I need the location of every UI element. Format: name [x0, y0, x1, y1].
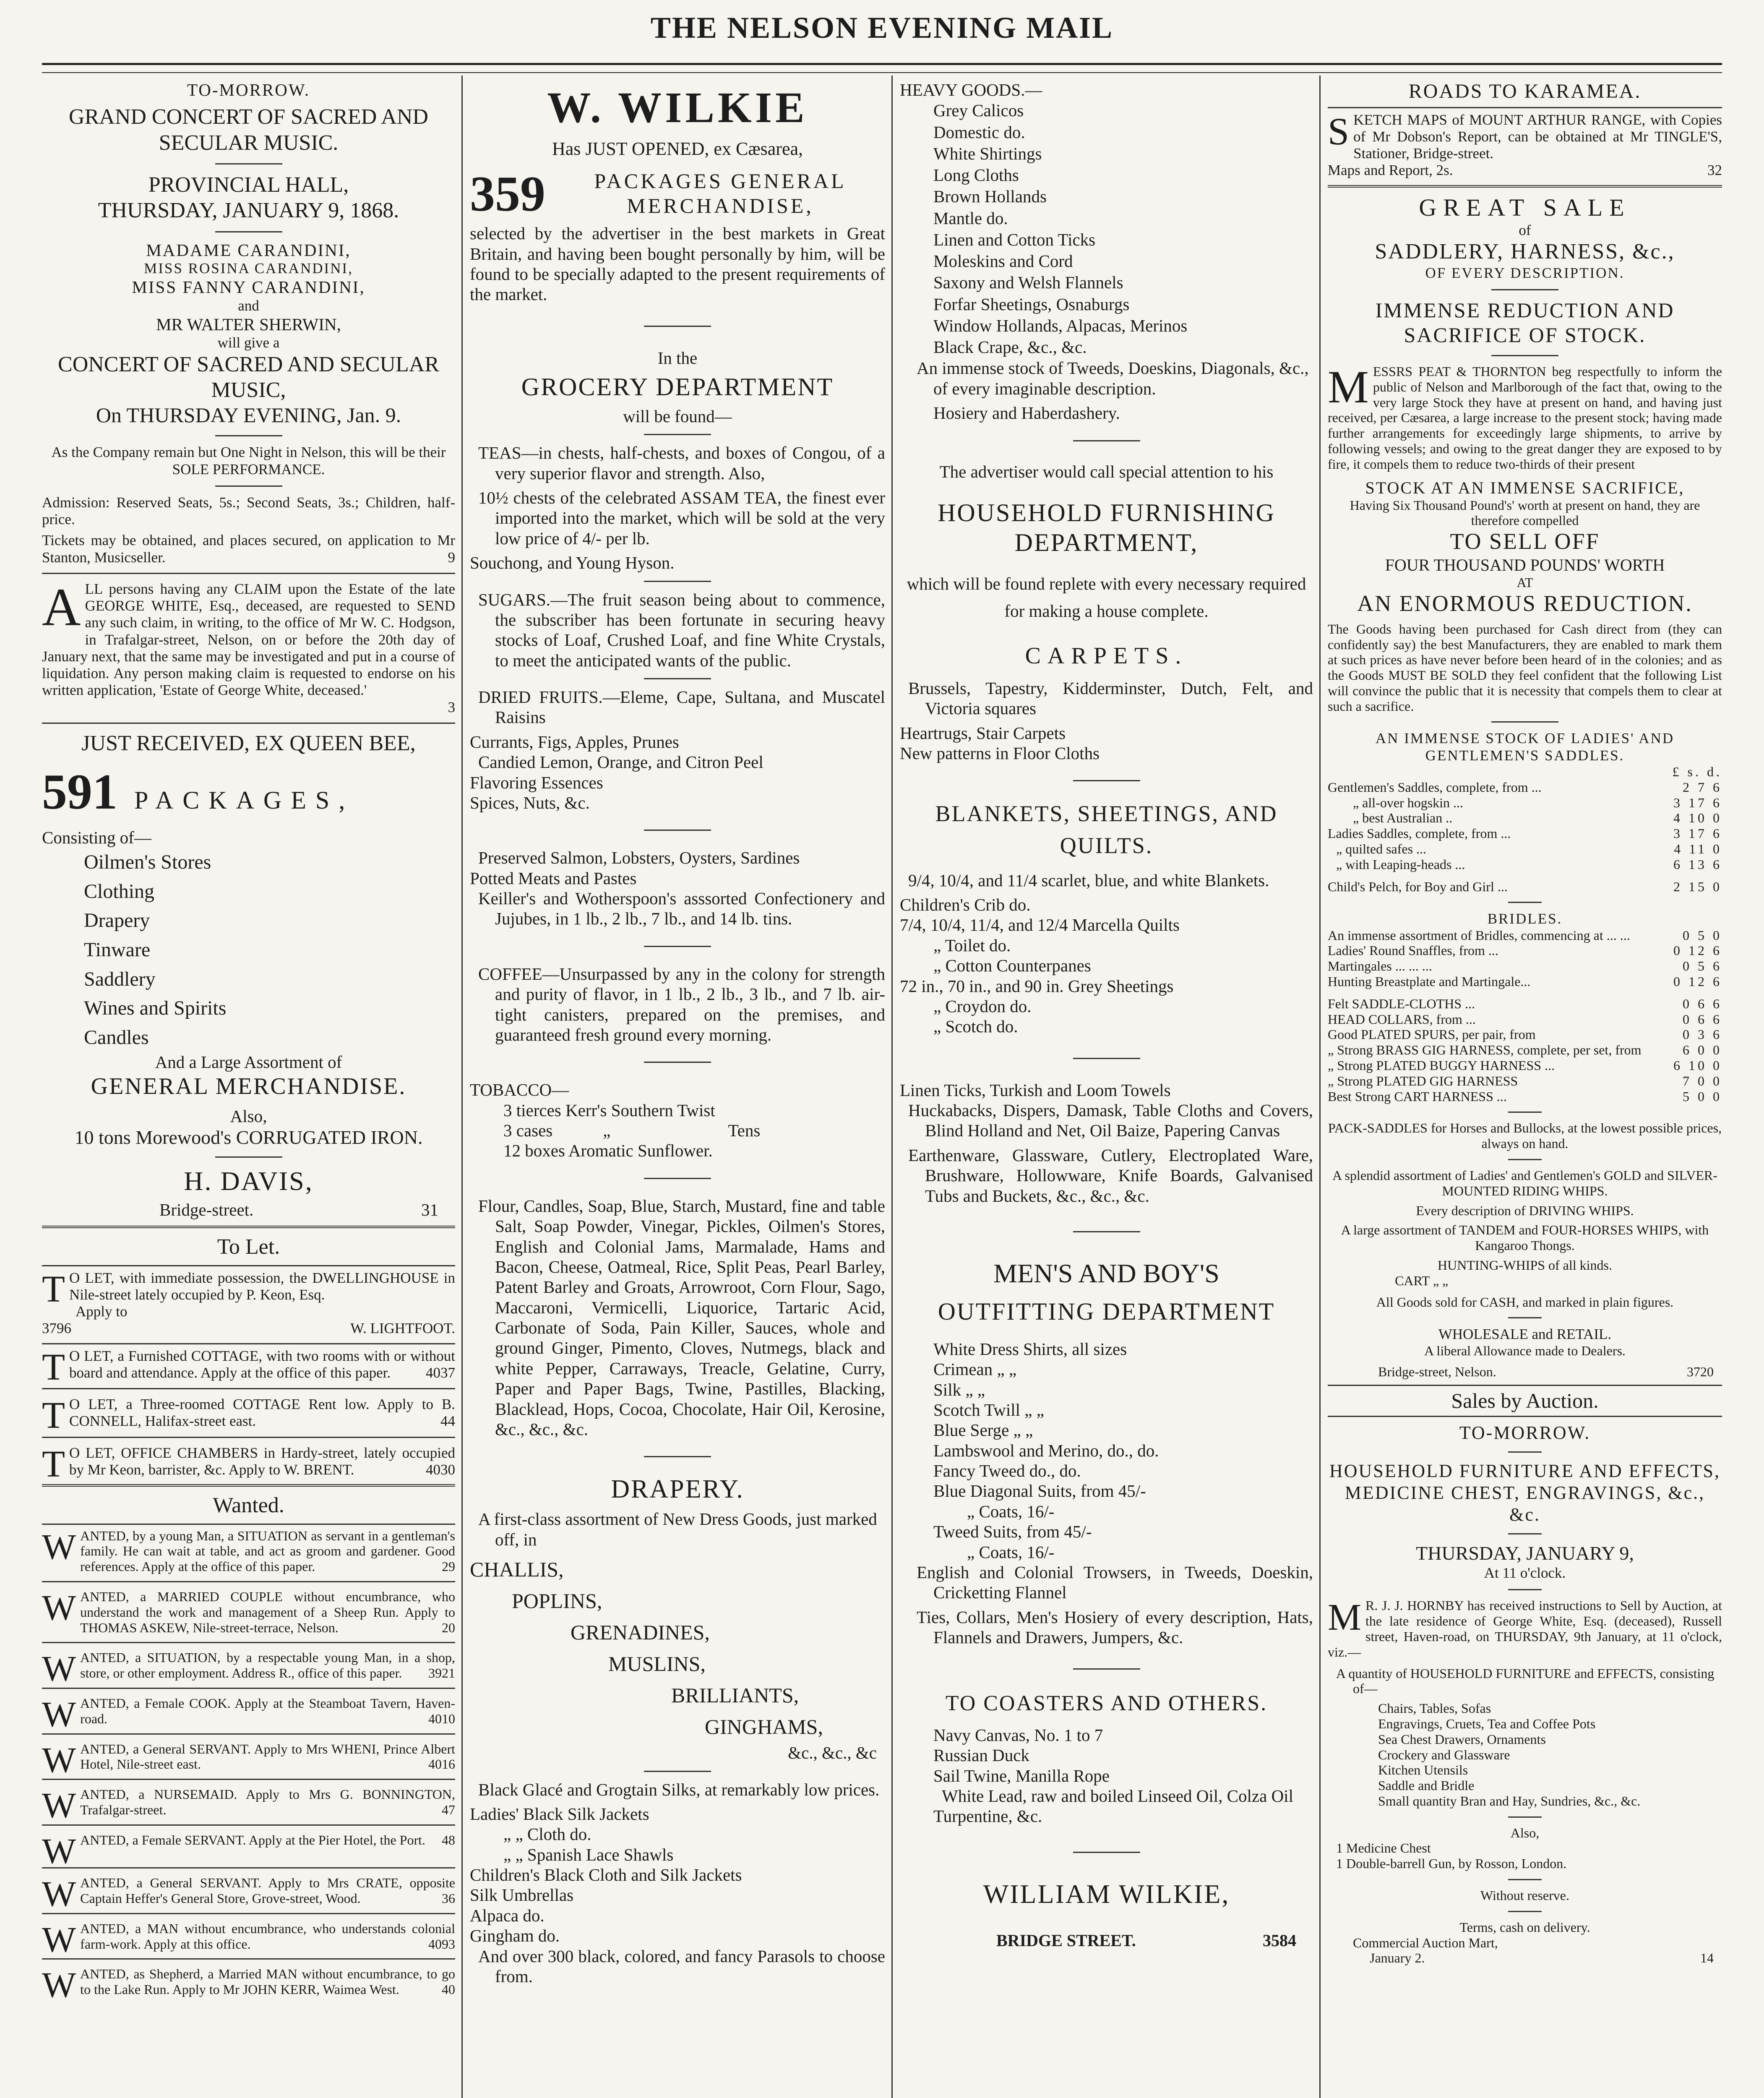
- hunting-whips: HUNTING-WHIPS of all kinds.: [1438, 1257, 1612, 1273]
- bridles-list: An immense assortment of Bridles, commencing at ... ... 0 5 0 Ladies' Round Snaffles, from ... 0 12 6 Martingales ... ... ... 0 5 6 Hunting Breastplate and Martingale... 0 12 6 Felt SADDLE-CLOTHS ... 0 6 6 HEAD COLLARS, from ... 0 6 6 Good PLATED SPURS, per pair, from 0 3 6 „ Strong BRASS GIG HARNESS, complete, per set, from 6 0 0 „ Strong PLATED BUGGY HARNESS ... 6 10 0 „ Strong PLATED GIG HARNESS 7 0 0 Best Strong CART HARNESS ... 5 0 0: [1328, 927, 1722, 1104]
- carpets-item: Heartrugs, Stair Carpets: [900, 723, 1066, 743]
- having: Having Six Thousand Pound's' worth at present on hand, they are therefore compelled: [1350, 497, 1700, 528]
- claims-notice: ALL persons having any CLAIM upon the Estate of the late GEORGE WHITE, Esq., deceased, are requested to SEND any such claim, in writing, to the office of Mr W. C. Hodgson, in Trafalgar-street, Nelson, on or before the 20th day of January next, that the same may be investigated and put in a course of liquidation. Any person making claim is requested to endorse on his written application, 'Estate of George White, deceased.' 3: [42, 577, 455, 715]
- tweeds: An immense stock of Tweeds, Doeskins, Diagonals, &c., of every imaginable description.: [917, 358, 1309, 398]
- masthead-rule-thin: [42, 72, 1722, 73]
- keiller: Keiller's and Wotherspoon's asssorted Confectionery and Jujubes, in 1 lb., 2 lb., 7 lb., and 14 lb. tins.: [478, 889, 885, 929]
- wilkie-opened: Has JUST OPENED, ex Cæsarea,: [552, 138, 803, 159]
- column-2: [470, 80, 885, 2098]
- performer: MISS ROSINA CARANDINI,: [144, 260, 353, 277]
- hornby-notice: M R. J. J. HORNBY has received instructions to Sell by Auction, at the late residence of George White, Esq. (deceased), Russell street, Haven-road, on THURSDAY, 9th January, at 11 o'clock, viz.—: [1328, 1597, 1722, 1660]
- column-3: [900, 80, 1313, 2098]
- concert-note: As the Company remain but One Night in Nelson, this will be their SOLE PERFORMANCE.: [51, 444, 446, 478]
- willbe: will be found—: [623, 406, 732, 426]
- davis-packages: 591 PACKAGES,: [42, 764, 354, 820]
- wholesale: WHOLESALE and RETAIL.: [1438, 1326, 1612, 1343]
- blankets-head: BLANKETS, SHEETINGS, AND QUILTS.: [935, 801, 1278, 859]
- roads-head: ROADS TO KARAMEA.: [1408, 80, 1642, 102]
- concert-date: THURSDAY, JANUARY 9, 1868.: [98, 198, 399, 223]
- enormous: AN ENORMOUS REDUCTION.: [1357, 590, 1693, 616]
- coffee: COFFEE—Unsurpassed by any in the colony for strength and purity of flavor, in 1 lb., 2 lb., 3 lb., and 7 lb. air-tight canisters, prepared on the premises, and guaranteed fresh ground every morning.: [478, 964, 885, 1044]
- blanket-item: „ Toilet do.: [933, 935, 1011, 955]
- wanted-ad: WANTED, by a young Man, a SITUATION as servant in a gentleman's family. He can wait at table, and act as groom and gardener. Good references. Apply at the office of this paper. 29: [42, 1526, 455, 1574]
- drapery-item: Alpaca do.: [470, 1905, 545, 1925]
- to-sell-off: TO SELL OFF: [1450, 529, 1600, 554]
- teas: TEAS—in chests, half-chests, and boxes of Congou, of a very superior flavor and strength. Also,: [478, 443, 885, 483]
- flour-list: Flour, Candles, Soap, Blue, Starch, Mustard, fine and table Salt, Soap Powder, Vinegar, Pickles, Oilmen's Stores, English and Colonial Jams, Marmalade, Hams and Bacon, Cheese, Oatmeal, Rice, Split Peas, Pearl Barley, Patent Barley and Groats, Arrowroot, Corn Flour, Sago, Maccaroni, Vermicelli, Liquorice, Tartaric Acid, Carbonate of Soda, Pain Killer, Sauces, whole and ground Ginger, Pimento, Cloves, Nutmegs, black and white Pepper, Carraways, Treacle, Gelatine, Curry, Paper and Paper Bags, Twine, Pastilles, Blacking, Blacklead, Hops, Cocoa, Chocolate, Hair Oil, Kerosine, &c., &c., &c.: [478, 1196, 885, 1439]
- auction-time: At 11 o'clock.: [1484, 1565, 1566, 1581]
- fabrics-etc: &c., &c., &c: [788, 1743, 877, 1763]
- auction-also: Also,: [1510, 1825, 1540, 1840]
- lsd-header: £ s. d.: [1672, 764, 1722, 779]
- drapery-item: Silk Umbrellas: [470, 1885, 574, 1905]
- wanted-head: Wanted.: [213, 1493, 284, 1518]
- concert-heading: CONCERT OF SACRED AND SECULAR MUSIC,: [58, 352, 439, 402]
- tolet-ad: T O LET, a Furnished COTTAGE, with two rooms with or without board and attendance. Apply at the office of this paper. 4037: [42, 1346, 455, 1388]
- linen: Linen Ticks, Turkish and Loom Towels: [900, 1080, 1171, 1100]
- medicine-chest: 1 Medicine Chest: [1336, 1840, 1431, 1856]
- davis-consisting: Consisting of—: [42, 827, 151, 847]
- auction-household: HOUSEHOLD FURNITURE AND EFFECTS, MEDICINE CHEST, ENGRAVINGS, &c., &c.: [1329, 1461, 1721, 1525]
- blanket-item: Children's Crib do.: [900, 895, 1031, 915]
- sacrifice: STOCK AT AN IMMENSE SACRIFICE,: [1365, 478, 1685, 497]
- peat-thornton: MESSRS PEAT & THORNTON beg respectfully to inform the public of Nelson and Marlborough of the fact that, owing to the very large Stock they have at present on hand, and having just received, per Cæsarea, a large increase to the present stock; having made further arrangements for exceedingly large shipments, to arrive by following vessels; and owing to the great danger they are exposed to by fire, it compels them to reduce two-thirds of their present: [1328, 361, 1722, 472]
- column-divider: [891, 76, 893, 2098]
- davis-general: GENERAL MERCHANDISE.: [91, 1073, 406, 1099]
- hosiery: Hosiery and Haberdashery.: [933, 403, 1120, 423]
- column-divider: [1319, 76, 1321, 2098]
- drapery-item: Ladies' Black Silk Jackets: [470, 1804, 649, 1824]
- saddles-list: Gentlemen's Saddles, complete, from ... 2 7 6 „ all-over hogskin ... 3 17 6 „ best Australian .. 4 10 0 Ladies Saddles, complete, from ... 3 17 6 „ quilted safes ... 4 11 0 „ with Leaping-heads ... 6 13 6 Child's Pelch, for Boy and Girl ... 2 15 0: [1328, 779, 1722, 894]
- wanted-ad: WANTED, a MAN without encumbrance, who understands colonial farm-work. Apply at this office. 4093: [42, 1919, 455, 1960]
- cart-whips: CART „ „: [1395, 1273, 1449, 1288]
- every-description: OF EVERY DESCRIPTION.: [1425, 264, 1625, 281]
- blanket-item: 9/4, 10/4, and 11/4 scarlet, blue, and white Blankets.: [908, 870, 1269, 890]
- concert-venue: PROVINCIAL HALL,: [148, 173, 349, 197]
- tobacco-item: 3 cases „ Tens: [503, 1121, 761, 1140]
- carpets-item: New patterns in Floor Cloths: [900, 744, 1100, 763]
- huck: Huckabacks, Dispers, Damask, Table Cloths and Covers, Blind Holland and Net, Oil Baize, Papering Canvas: [908, 1101, 1313, 1140]
- fabrics: CHALLIS, POPLINS, GRENADINES, MUSLINS, BRILLIANTS, GINGHAMS,: [470, 1558, 823, 1739]
- carpets-text: Brussels, Tapestry, Kidderminster, Dutch, Felt, and Victoria squares: [908, 678, 1313, 718]
- auction-tomorrow: TO-MORROW.: [1459, 1422, 1591, 1443]
- saddles-head: AN IMMENSE STOCK OF LADIES' AND GENTLEMEN'S SADDLES.: [1375, 730, 1675, 764]
- attention: The advertiser would call special attention to his: [939, 462, 1274, 481]
- tobacco-item: 3 tierces Kerr's Southern Twist: [503, 1100, 715, 1120]
- blanket-item: „ Scotch do.: [933, 1017, 1018, 1036]
- wanted-ad: WANTED, as Shepherd, a Married MAN without encumbrance, to go to the Lake Run. Apply to Mr JOHN KERR, Waimea West. 40: [42, 1965, 455, 2005]
- blanket-item: „ Croydon do.: [933, 996, 1032, 1016]
- replete: which will be found replete with every necessary required for making a house complete.: [907, 574, 1306, 621]
- davis-name: H. DAVIS,: [184, 1166, 313, 1196]
- concert-tomorrow: TO-MORROW.: [187, 80, 310, 99]
- blanket-item: 7/4, 10/4, 11/4, and 12/4 Marcella Quilts: [900, 915, 1180, 935]
- tobacco-item: 12 boxes Aromatic Sunflower.: [503, 1141, 713, 1161]
- parasols: And over 300 black, colored, and fancy Parasols to choose from.: [478, 1946, 885, 1986]
- saddlery-head: SADDLERY, HARNESS, &c.,: [1375, 240, 1675, 264]
- concert-when: On THURSDAY EVENING, Jan. 9.: [96, 403, 401, 427]
- drapery-intro: A first-class assortment of New Dress Goods, just marked off, in: [478, 1509, 877, 1549]
- souchong: Souchong, and Young Hyson.: [470, 553, 675, 573]
- wanted-ad: WANTED, a NURSEMAID. Apply to Mrs G. BONNINGTON, Trafalgar-street. 47: [42, 1785, 455, 1826]
- wanted-ad: WANTED, a Female SERVANT. Apply at the Pier Hotel, the Port. 48: [42, 1830, 455, 1871]
- heavy-head: HEAVY GOODS.—: [900, 80, 1042, 99]
- preserved: Preserved Salmon, Lobsters, Oysters, Sardines: [478, 848, 800, 868]
- wanted-ad: WANTED, a General SERVANT. Apply to Mrs CRATE, opposite Captain Heffer's General Store, Grove-street, Wood. 36: [42, 1874, 455, 1914]
- auction-date: THURSDAY, JANUARY 9,: [1416, 1542, 1634, 1564]
- peat-street: Bridge-street, Nelson. 3720: [1378, 1364, 1714, 1380]
- earthen: Earthenware, Glassware, Cutlery, Electroplated Ware, Brushware, Hollowware, Knife Boards, Galvanised Tubs and Buckets, &c., &c., &c.: [908, 1145, 1313, 1206]
- column-1: [42, 80, 455, 2098]
- concert-willgive: will give a: [217, 334, 280, 351]
- tolet-head: To Let.: [217, 1235, 280, 1259]
- gun: 1 Double-barrell Gun, by Rosson, London.: [1336, 1856, 1567, 1871]
- performer: MISS FANNY CARANDINI,: [132, 277, 365, 297]
- at: AT: [1516, 575, 1533, 590]
- davis-iron: 10 tons Morewood's CORRUGATED IRON.: [74, 1127, 423, 1148]
- drapery-item: Gingham do.: [470, 1926, 560, 1946]
- performer: MR WALTER SHERWIN,: [156, 315, 341, 334]
- wilkie-intro: selected by the advertiser in the best markets in Great Britain, and having been bought personally by him, will be found to be specially adapted to the present requirements of the market.: [470, 224, 885, 304]
- performer: MADAME CARANDINI,: [146, 240, 351, 260]
- heavy-items: Grey Calicos Domestic do. White Shirtings Long Cloths Brown Hollands Mantle do. Linen and Cotton Ticks Moleskins and Cord Saxony and Welsh Flannels Forfar Sheetings, Osnaburgs Window Hollands, Alpacas, Merinos Black Crape, &c., &c.: [933, 101, 1188, 357]
- riding-whips: A splendid assortment of Ladies' and Gentlemen's GOLD and SILVER-MOUNTED RIDING WHIPS.: [1332, 1167, 1717, 1198]
- davis-and: And a Large Assortment of: [155, 1052, 342, 1072]
- tolet-ad: T O LET, OFFICE CHAMBERS in Hardy-street, lately occupied by Mr Keon, barrister, &c. Apply to W. BRENT. 4030: [42, 1443, 455, 1485]
- masthead-rule: [42, 63, 1722, 65]
- sugars: SUGARS.—The fruit season being about to commence, the subscriber has been fortunate in securing heavy stocks of Loaf, Crushed Loaf, and fine White Crystals, to meet the anticipated wants of the public.: [478, 590, 885, 670]
- bridles-head: BRIDLES.: [1487, 911, 1563, 927]
- wanted-ad: WANTED, a General SERVANT. Apply to Mrs WHENI, Prince Albert Hotel, Nile-street east. 4016: [42, 1739, 455, 1780]
- black-silks: Black Glacé and Grogtain Silks, at remarkably low prices.: [478, 1780, 880, 1799]
- blanket-item: 72 in., 70 in., and 90 in. Grey Sheetings: [900, 976, 1174, 996]
- coasters-list: Navy Canvas, No. 1 to 7 Russian Duck Sail Twine, Manilla Rope White Lead, raw and boiled Linseed Oil, Colza Oil Turpentine, &c.: [933, 1725, 1293, 1826]
- household-dept: DEPARTMENT,: [1014, 528, 1199, 556]
- four-thousand: FOUR THOUSAND POUNDS' WORTH: [1385, 556, 1665, 574]
- pack-saddles: PACK-SADDLES for Horses and Bullocks, at the lowest possible prices, always on hand.: [1328, 1120, 1722, 1151]
- davis-also: Also,: [230, 1106, 267, 1126]
- wilkie-name: W. WILKIE: [547, 84, 808, 132]
- concert-title: GRAND CONCERT OF SACRED AND SECULAR MUSIC.: [69, 105, 428, 155]
- immense-head: IMMENSE REDUCTION AND SACRIFICE OF STOCK.: [1375, 298, 1675, 347]
- grocery-head: GROCERY DEPARTMENT: [521, 373, 834, 401]
- wanted-ad: WANTED, a Female COOK. Apply at the Steamboat Tavern, Haven-road. 4010: [42, 1694, 455, 1734]
- tolet-ad: T O LET, a Three-roomed COTTAGE Rent low. Apply to B. CONNELL, Halifax-street east. 44: [42, 1395, 455, 1437]
- drapery-item: „ „ Spanish Lace Shawls: [503, 1845, 674, 1864]
- davis-street: Bridge-street. 31: [159, 1200, 438, 1219]
- great-of: of: [1519, 222, 1531, 239]
- wilkie-street: BRIDGE STREET. 3584: [996, 1931, 1296, 1950]
- concert-and: and: [238, 297, 259, 314]
- assam: 10½ chests of the celebrated ASSAM TEA, the finest ever imported into the market, which will be sold at the very low price of 4/- per lb.: [478, 488, 885, 548]
- liberal: A liberal Allowance made to Dealers.: [1424, 1343, 1626, 1358]
- tolet-ad: T O LET, with immediate possession, the DWELLINGHOUSE in Nile-street lately occupied by P. Keon, Esq. Apply to 3796 W. LIGHTFOOT.: [42, 1268, 455, 1337]
- without-reserve: Without reserve.: [1480, 1888, 1569, 1903]
- outfitting-list: White Dress Shirts, all sizes Crimean „ „ Silk „ „ Scotch Twill „ „ Blue Serge „ „ Lambswool and Merino, do., do. Fancy Tweed do., do. Blue Diagonal Suits, from 45/- „ Coats, 16/- Tweed Suits, from 45/- „ Coats, 16/-: [933, 1339, 1159, 1562]
- ties: Ties, Collars, Men's Hosiery of every description, Hats, Flannels and Drawers, Jumpers, &c.: [917, 1607, 1313, 1647]
- masthead: THE NELSON EVENING MAIL: [650, 11, 1114, 44]
- potted: Potted Meats and Pastes: [470, 868, 637, 888]
- great-sale: GREAT SALE: [1419, 193, 1631, 221]
- sales-by-auction: Sales by Auction.: [1328, 1385, 1722, 1417]
- carpets-head: CARPETS.: [1025, 642, 1188, 669]
- outfitting-head: OUTFITTING DEPARTMENT: [938, 1298, 1275, 1326]
- dried: DRIED FRUITS.—Eleme, Cape, Sultana, and Muscatel Raisins: [478, 687, 885, 727]
- drapery-item: Children's Black Cloth and Silk Jackets: [470, 1865, 742, 1885]
- coasters-head: TO COASTERS AND OTHERS.: [945, 1691, 1268, 1716]
- dried-item: Candied Lemon, Orange, and Citron Peel: [478, 752, 763, 772]
- household-head: HOUSEHOLD FURNISHING: [937, 499, 1276, 527]
- quantity: A quantity of HOUSEHOLD FURNITURE and EFFECTS, consisting of—: [1336, 1665, 1714, 1696]
- goods-text: The Goods having been purchased for Cash direct from (they can confidently say) the best Manufacturers, they are enabled to mark them at such prices as have never before been heard of in the colonies; and as the Goods MUST BE SOLD they feel confident that the following List will convince the public that it is necessity that compels them to clear at such a sacrifice.: [1328, 621, 1722, 714]
- dried-item: Spices, Nuts, &c.: [470, 793, 590, 812]
- wilkie-packages: 359 PACKAGES GENERAL MERCHANDISE,: [470, 165, 847, 222]
- auction-mart: Commercial Auction Mart,: [1353, 1935, 1498, 1950]
- tandem-whips: A large assortment of TANDEM and FOUR-HORSES WHIPS, with Kangaroo Thongs.: [1341, 1222, 1709, 1253]
- drapery-head: DRAPERY.: [611, 1475, 744, 1504]
- trowsers: English and Colonial Trowsers, in Tweeds, Doeskin, Cricketting Flannel: [917, 1562, 1313, 1602]
- drapery-item: „ „ Cloth do.: [503, 1824, 591, 1844]
- concert-admission: Admission: Reserved Seats, 5s.; Second Seats, 3s.; Children, half-price.: [42, 494, 455, 528]
- sketch-maps: SKETCH MAPS of MOUNT ARTHUR RANGE, with Copies of Mr Dobson's Report, can be obtained at Mr TINGLE'S, Stationer, Bridge-street. Maps and Report, 2s. 32: [1328, 110, 1722, 179]
- furniture-list: Chairs, Tables, Sofas Engravings, Cruets, Tea and Coffee Pots Sea Chest Drawers, Ornaments Crockery and Glassware Kitchen Utensils Saddle and Bridle Small quantity Bran and Hay, Sundries, &c., &c.: [1378, 1701, 1641, 1808]
- inthe: In the: [657, 348, 698, 368]
- mens-head: MEN'S AND BOY'S: [993, 1258, 1219, 1288]
- wilkie-signoff: WILLIAM WILKIE,: [983, 1879, 1230, 1909]
- dried-item: Currants, Figs, Apples, Prunes: [470, 732, 679, 752]
- davis-head: JUST RECEIVED, EX QUEEN BEE,: [81, 731, 416, 755]
- dried-item: Flavoring Essences: [470, 772, 603, 792]
- blanket-item: „ Cotton Counterpanes: [933, 956, 1091, 976]
- wanted-ad: WANTED, a SITUATION, by a respectable young Man, in a shop, store, or other employment. Address R., office of this paper. 3921: [42, 1648, 455, 1689]
- concert-tickets: Tickets may be obtained, and places secured, on application to Mr Stanton, Musicseller. 9: [42, 532, 455, 566]
- terms: Terms, cash on delivery.: [1459, 1919, 1590, 1935]
- tobacco: TOBACCO—: [470, 1080, 569, 1100]
- column-divider: [461, 76, 463, 2098]
- cash-note: All Goods sold for CASH, and marked in plain figures.: [1376, 1294, 1674, 1310]
- wanted-ad: WANTED, a MARRIED COUPLE without encumbrance, who understand the work and management of a Sheep Run. Apply to THOMAS ASKEW, Nile-street-terrace, Nelson. 20: [42, 1587, 455, 1635]
- column-4: [1328, 80, 1722, 2098]
- driving-whips: Every description of DRIVING WHIPS.: [1416, 1203, 1634, 1218]
- auction-date-line: January 2. 14: [1370, 1950, 1714, 1966]
- davis-items: Oilmen's Stores Clothing Drapery Tinware Saddlery Wines and Spirits Candles: [84, 851, 227, 1049]
